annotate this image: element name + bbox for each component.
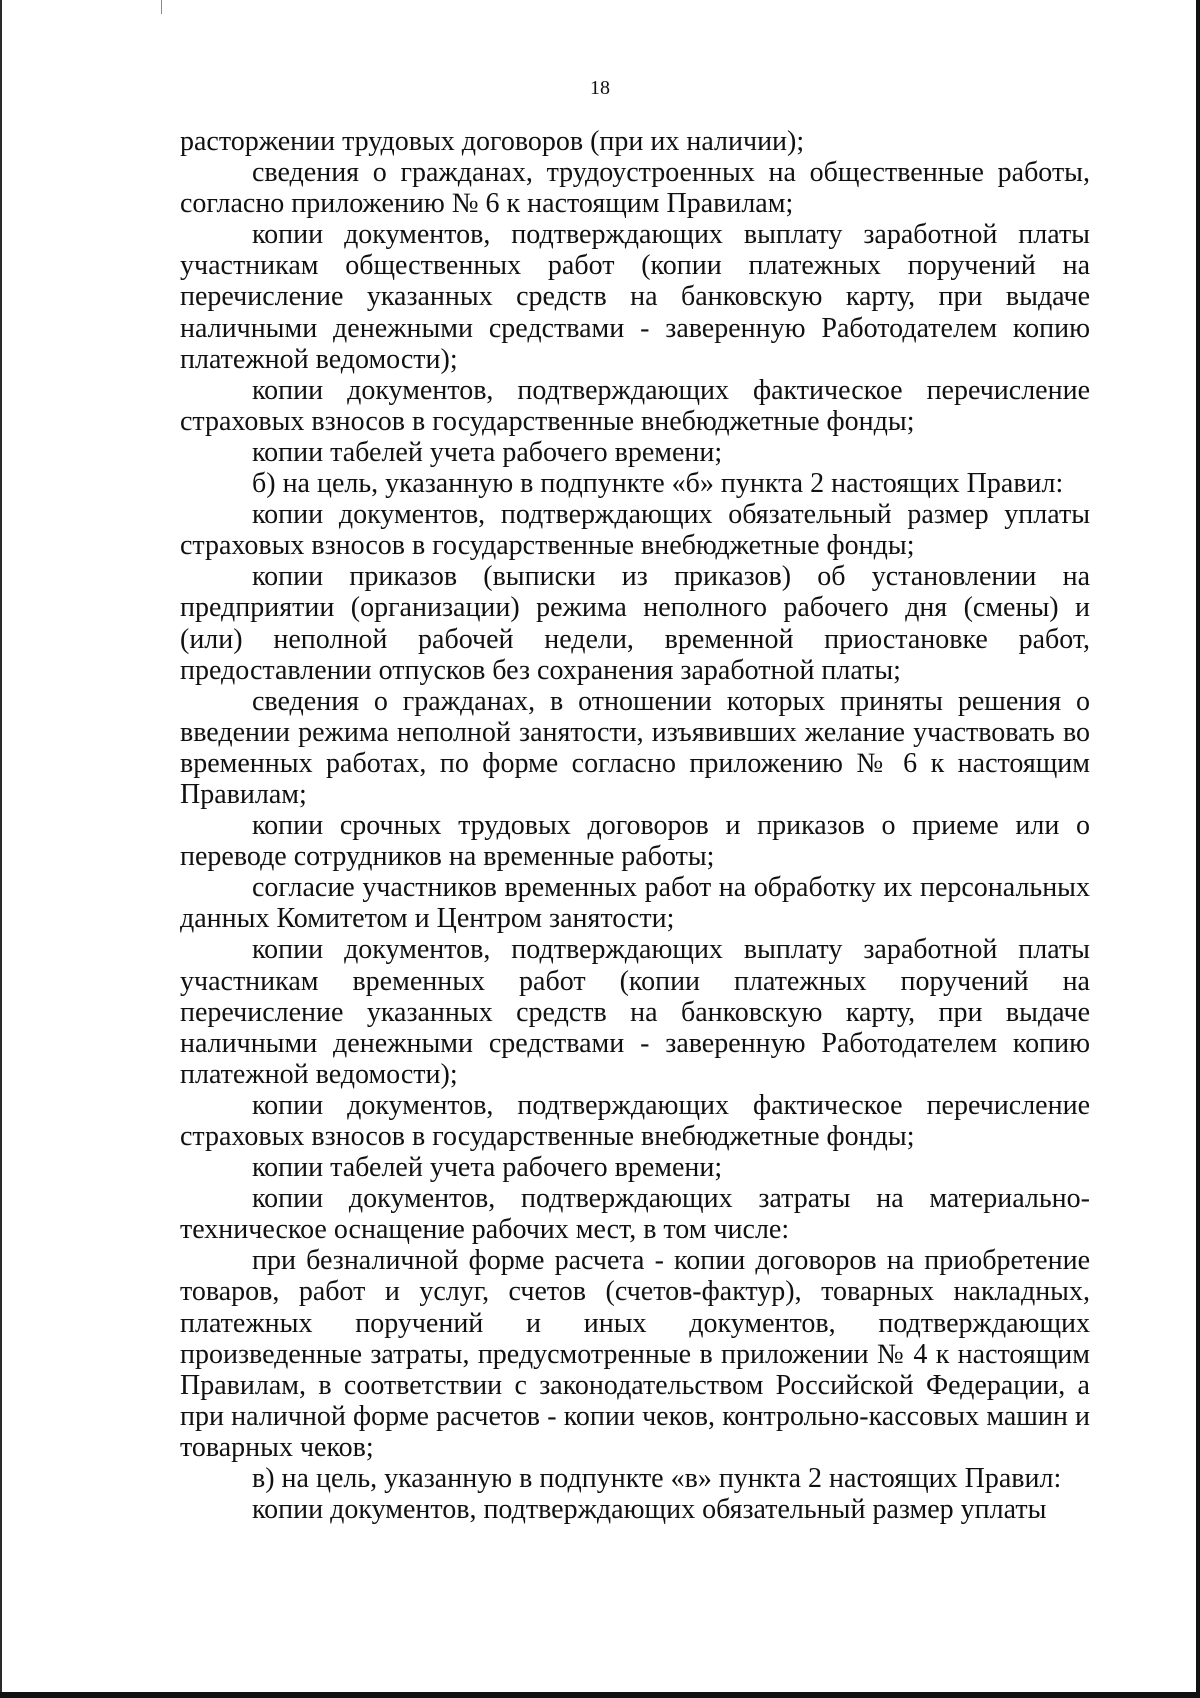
paragraph: копии документов, подтверждающих выплату заработной платы участникам временных работ (копии платежных поручений на перечисление указанных средств на банковскую карту, при выдаче наличными денежными средствами - заверенную Работодателем копию платежной ведомости);: [180, 934, 1090, 1090]
section-heading: в) на цель, указанную в подпункте «в» пункта 2 настоящих Правил:: [252, 1463, 1062, 1495]
paragraph: копии документов, подтверждающих фактическое перечисление страховых взносов в государственные внебюджетные фонды;: [180, 374, 1090, 437]
paragraph: копии срочных трудовых договоров и приказов о приеме или о переводе сотрудников на временные работы;: [180, 810, 1090, 873]
scan-left-edge: [0, 0, 2, 1698]
page-number: 18: [590, 77, 610, 99]
paragraph: копии документов, подтверждающих затраты на материально-техническое оснащение рабочих мест, в том числе:: [180, 1183, 1090, 1246]
scan-mark: [161, 0, 162, 14]
scan-right-edge: [1196, 0, 1200, 1698]
paragraph: при безналичной форме расчета - копии договоров на приобретение товаров, работ и услуг, счетов (счетов-фактур), товарных накладных, платежных поручений и иных документов, подтверждающих произведенные затраты, предусмотренные в приложении № 4 к настоящим Правилам, в соответствии с законодательством Российской Федерации, а при наличной форме расчетов - копии чеков, контрольно-кассовых машин и товарных чеков;: [180, 1245, 1090, 1463]
paragraph: копии документов, подтверждающих обязательный размер уплаты страховых взносов в государственные внебюджетные фонды;: [180, 499, 1090, 562]
paragraph: копии табелей учета рабочего времени;: [252, 1152, 723, 1184]
paragraph: сведения о гражданах, трудоустроенных на общественные работы, согласно приложению № 6 к настоящим Правилам;: [180, 157, 1090, 220]
paragraph: копии документов, подтверждающих обязательный размер уплаты: [252, 1494, 1047, 1526]
paragraph: сведения о гражданах, в отношении которых приняты решения о введении режима неполной занятости, изъявивших желание участвовать во временных работах, по форме согласно приложению № 6 к настоящим Правилам;: [180, 685, 1090, 810]
paragraph: копии документов, подтверждающих выплату заработной платы участникам общественных работ (копии платежных поручений на перечисление указанных средств на банковскую карту, при выдаче наличными денежными средствами - заверенную Работодателем копию платежной ведомости);: [180, 219, 1090, 375]
paragraph: расторжении трудовых договоров (при их наличии);: [180, 126, 805, 157]
paragraph: согласие участников временных работ на обработку их персональных данных Комитетом и Центром занятости;: [180, 872, 1090, 935]
section-heading: б) на цель, указанную в подпункте «б» пункта 2 настоящих Правил:: [252, 468, 1064, 500]
document-body: [180, 126, 1090, 1525]
paragraph: копии табелей учета рабочего времени;: [252, 436, 723, 468]
paragraph: копии документов, подтверждающих фактическое перечисление страховых взносов в государственные внебюджетные фонды;: [180, 1089, 1090, 1152]
scan-bottom-edge: [0, 1692, 1200, 1698]
paragraph: копии приказов (выписки из приказов) об установлении на предприятии (организации) режима неполного рабочего дня (смены) и (или) неполной рабочей недели, временной приостановке работ, предоставлении отпусков без сохранения заработной платы;: [180, 561, 1090, 686]
